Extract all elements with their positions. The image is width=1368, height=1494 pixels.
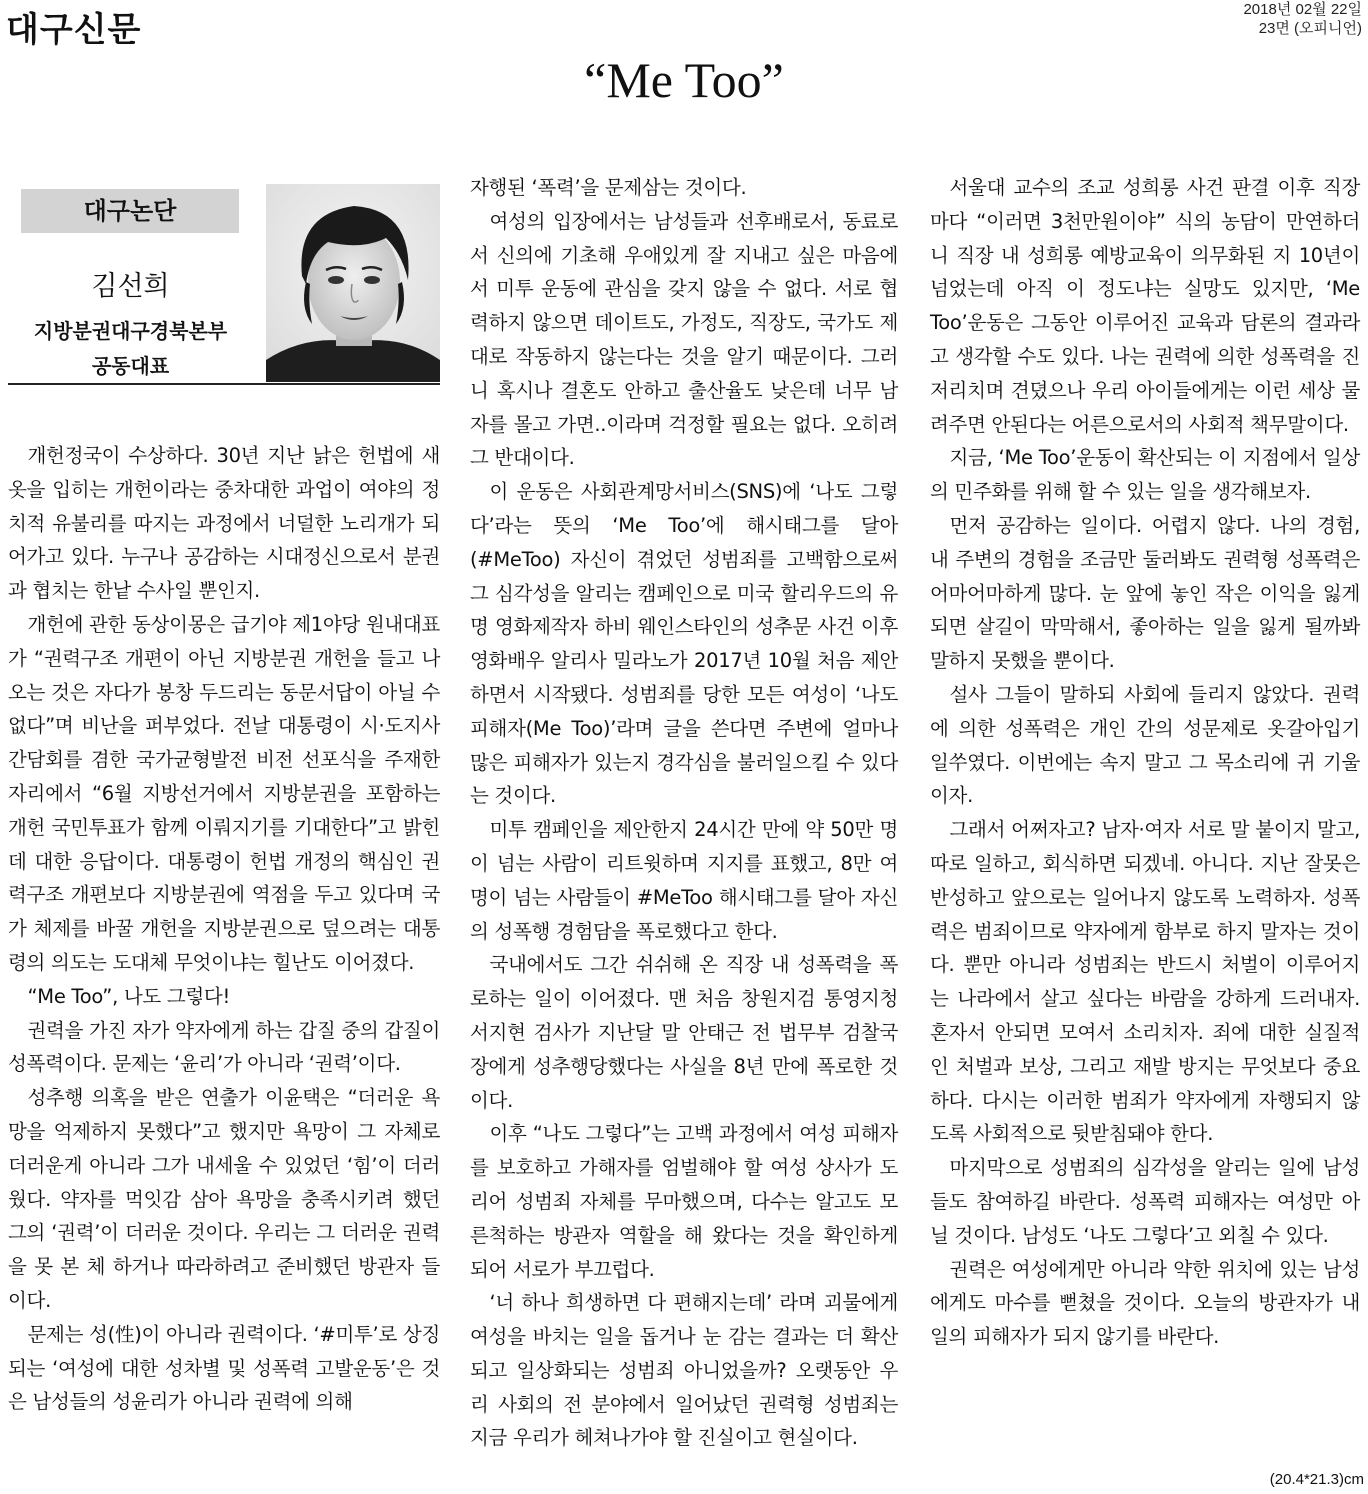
- publication-info: [1243, 0, 1362, 38]
- author-portrait-image: [266, 184, 440, 382]
- paragraph: 이후 “나도 그렇다”는 고백 과정에서 여성 피해자를 보호하고 가해자를 엄벌해야 할 여성 상사가 도리어 성범죄 자체를 무마했으며, 다수는 알고도 모른척하는 방관자 역할을 해 왔다는 것을 확인하게 되어 서로가 부끄럽다.: [470, 1122, 898, 1281]
- column-section-label: 대구논단: [21, 189, 239, 233]
- paragraph: 권력은 여성에게만 아니라 약한 위치에 있는 남성에게도 마수를 뻗쳤을 것이다. 오늘의 방관자가 내일의 피해자가 되지 않기를 바란다.: [930, 1257, 1360, 1349]
- article-size-note: (20.4*21.3)cm: [1269, 1471, 1364, 1488]
- paragraph: 개헌에 관한 동상이몽은 급기야 제1야당 원내대표가 “권력구조 개편이 아닌 지방분권 개헌을 들고 나오는 것은 자다가 봉창 두드리는 동문서답이 아닐 수 없다”며 비난을 퍼부었다. 전날 대통령이 시·도지사 간담회를 겸한 국가균형발전 비전 선포식을 주재한 자리에서 “6월 지방선거에서 지방분권을 포함하는 개헌 국민투표가 함께 이뤄지기를 기대한다”고 밝힌데 대한 응답이다. 대통령이 헌법 개정의 핵심인 권력구조 개편보다 지방분권에 역점을 두고 있다며 국가 체제를 바꿀 개헌을 지방분권으로 덮으려는 대통령의 의도는 도대체 무엇이냐는 힐난도 이어졌다.: [8, 612, 440, 974]
- paragraph: 지금, ‘Me Too’운동이 확산되는 이 지점에서 일상의 민주화를 위해 할 수 있는 일을 생각해보자.: [930, 446, 1360, 504]
- paragraph: 그래서 어쩌자고? 남자·여자 서로 말 붙이지 말고, 따로 일하고, 회식하면 되겠네. 아니다. 지난 잘못은 반성하고 앞으로는 일어나지 않도록 노력하자. 성폭력은 범죄이므로 약자에게 함부로 하지 말자는 것이다. 뿐만 아니라 성범죄는 반드시 처벌이 이루어지는 나라에서 살고 싶다는 바람을 강하게 드러내자. 혼자서 안되면 모여서 소리치자. 죄에 대한 실질적인 처벌과 보상, 그리고 재발 방지는 무엇보다 중요하다. 다시는 이러한 범죄가 약자에게 자행되지 않도록 사회적으로 뒷받침돼야 한다.: [930, 818, 1360, 1146]
- paragraph: 마지막으로 성범죄의 심각성을 알리는 일에 남성들도 참여하길 바란다. 성폭력 피해자는 여성만 아닐 것이다. 남성도 ‘나도 그렇다’고 외칠 수 있다.: [930, 1156, 1360, 1247]
- page-section: 23면 (오피니언): [1258, 20, 1362, 37]
- paragraph: 미투 캠페인을 제안한지 24시간 만에 약 50만 명이 넘는 사람이 리트윗하며 지지를 표했고, 8만 여 명이 넘는 사람들이 #MeToo 해시태그를 달아 자신의 성폭행 경험담을 폭로했다고 한다.: [470, 818, 898, 943]
- author-organization: 지방분권대구경북본부: [33, 319, 228, 343]
- paragraph: 먼저 공감하는 일이다. 어렵지 않다. 나의 경험, 내 주변의 경험을 조금만 둘러봐도 권력형 성폭력은 어마어마하게 많다. 눈 앞에 놓인 작은 이익을 잃게 되면 살길이 막막해서, 좋아하는 일을 잃게 될까봐 말하지 못했을 뿐이다.: [930, 513, 1360, 673]
- paragraph: 문제는 성(性)이 아니라 권력이다. ‘#미투’로 상징되는 ‘여성에 대한 성차별 및 성폭력 고발운동’은 것은 남성들의 성윤리가 아니라 권력에 의해: [8, 1322, 440, 1414]
- paragraph: 권력을 가진 자가 약자에게 하는 갑질 중의 갑질이 성폭력이다. 문제는 ‘윤리’가 아니라 ‘권력’이다.: [8, 1018, 440, 1076]
- article-column-2: [470, 171, 898, 1455]
- article-column-3: [930, 171, 1360, 1354]
- author-name: 김선희: [91, 271, 170, 302]
- paragraph: 여성의 입장에서는 남성들과 선후배로서, 동료로서 신의에 기초해 우애있게 잘 지내고 싶은 마음에서 미투 운동에 관심을 갖지 않을 수 없다. 서로 협력하지 않으면 데이트도, 가정도, 직장도, 국가도 제대로 작동하지 않는다는 것을 알기 때문이다. 그러니 혹시나 결혼도 안하고 출산율도 낮은데 너무 남자를 몰고 가면..이라며 걱정할 필요는 없다. 오히려 그 반대이다.: [470, 209, 898, 470]
- byline-box: [8, 172, 440, 385]
- author-title: [8, 314, 253, 384]
- publication-date: 2018년 02월 22일: [1243, 1, 1362, 18]
- author-position: 공동대표: [91, 354, 170, 378]
- paragraph-continued: 자행된 ‘폭력’을 문제삼는 것이다.: [470, 176, 747, 199]
- paragraph: 설사 그들이 말하되 사회에 들리지 않았다. 권력에 의한 성폭력은 개인 간의 성문제로 옷갈아입기 일쑤였다. 이번에는 속지 말고 그 목소리에 귀 기울이자.: [930, 682, 1360, 808]
- paragraph: 국내에서도 그간 쉬쉬해 온 직장 내 성폭력을 폭로하는 일이 이어졌다. 맨 처음 창원지검 통영지청 서지현 검사가 지난달 말 안태근 전 법무부 검찰국장에게 성추행당했다는 사실을 8년 만에 폭로한 것이다.: [470, 953, 898, 1112]
- author-portrait: [266, 184, 440, 382]
- paragraph: 성추행 의혹을 받은 연출가 이윤택은 “더러운 욕망을 억제하지 못했다”고 했지만 욕망이 그 자체로 더러운게 아니라 그가 내세울 수 있었던 ‘힘’이 더러웠다. 약자를 먹잇감 삼아 욕망을 충족시키려 했던 그의 ‘권력’이 더러운 것이다. 우리는 그 더러운 권력을 못 본 체 하거나 따라하려고 준비했던 방관자 들이다.: [8, 1086, 440, 1312]
- paragraph: 이 운동은 사회관계망서비스(SNS)에 ‘나도 그렇다’라는 뜻의 ‘Me Too’에 해시태그를 달아(#MeToo) 자신이 겪었던 성범죄를 고백함으로써 그 심각성을 알리는 캠페인으로 미국 할리우드의 유명 영화제작자 하비 웨인스타인의 성추문 사건 이후 영화배우 알리사 밀라노가 2017년 10월 처음 제안하면서 시작됐다. 성범죄를 당한 모든 여성이 ‘나도 피해자(Me Too)’라며 글을 쓴다면 주변에 얼마나 많은 피해자가 있는지 경각심을 불러일으킬 수 있다는 것이다.: [470, 480, 898, 808]
- article-column-1: [8, 439, 440, 1419]
- paragraph: ‘너 하나 희생하면 다 편해지는데’ 라며 괴물에게 여성을 바치는 일을 돕거나 눈 감는 결과는 더 확산되고 일상화되는 성범죄 아니었을까? 오랫동안 우리 사회의 전 분야에서 일어났던 권력형 성범죄는 지금 우리가 헤쳐나가야 할 진실이고 현실이다.: [470, 1291, 898, 1450]
- paragraph: 서울대 교수의 조교 성희롱 사건 판결 이후 직장마다 “이러면 3천만원이야” 식의 농담이 만연하더니 직장 내 성희롱 예방교육이 의무화된 지 10년이 넘었는데 아직 이 정도냐는 실망도 있지만, ‘Me Too’운동은 그동안 이루어진 교육과 담론의 결과라고 생각할 수도 있다. 나는 권력에 의한 성폭력을 진저리치며 견뎠으나 우리 아이들에게는 이런 세상 물려주면 안된다는 어른으로서의 사회적 책무말이다.: [930, 176, 1360, 436]
- newspaper-masthead: 대구신문: [6, 10, 142, 50]
- article-headline: “Me Too”: [584, 52, 784, 108]
- paragraph: 개헌정국이 수상하다. 30년 지난 낡은 헌법에 새 옷을 입히는 개헌이라는 중차대한 과업이 여야의 정치적 유불리를 따지는 과정에서 너덜한 노리개가 되어가고 있다. 누구나 공감하는 시대정신으로서 분권과 협치는 한낱 수사일 뿐인지.: [8, 444, 440, 603]
- paragraph: “Me Too”, 나도 그렇다!: [27, 984, 230, 1008]
